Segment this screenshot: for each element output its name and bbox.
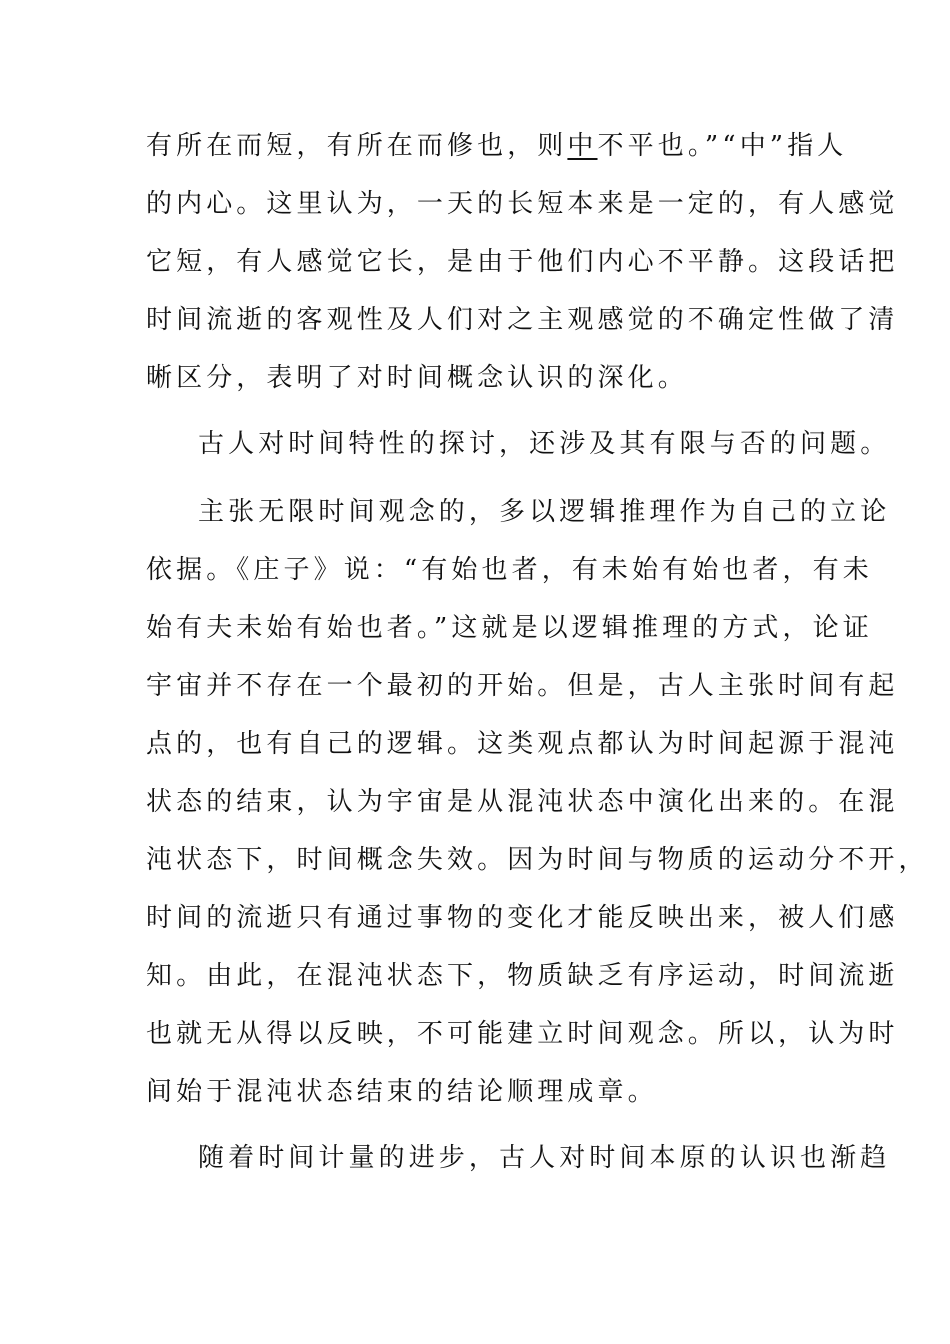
text-line: 时间的流逝只有通过事物的变化才能反映出来，被人们感 [146,903,899,933]
text-line: 间始于混沌状态结束的结论顺理成章。 [146,1077,658,1107]
text-line: 知。由此，在混沌状态下，物质缺乏有序运动，时间流逝 [146,961,899,991]
text-line: 主张无限时间观念的，多以逻辑推理作为自己的立论 [198,497,891,527]
text-span: 有所在而短，有所在而修也，则 [146,131,568,161]
text-line: 随着时间计量的进步，古人对时间本原的认识也渐趋 [198,1143,891,1173]
text-line: 宇宙并不存在一个最初的开始。但是，古人主张时间有起 [146,671,899,701]
text-line: 沌状态下，时间概念失效。因为时间与物质的运动分不开， [146,845,929,875]
text-line [146,130,847,162]
underlined-text: 中 [567,131,598,161]
text-line: 的内心。这里认为，一天的长短本来是一定的，有人感觉 [146,189,899,219]
text-line: 始有夫未始有始也者。”这就是以逻辑推理的方式，论证 [146,613,873,643]
text-span: 不平也。”“中”指人 [597,131,848,161]
text-line: 它短，有人感觉它长，是由于他们内心不平静。这段话把 [146,247,899,277]
text-line: 时间流逝的客观性及人们对之主观感觉的不确定性做了清 [146,305,899,335]
text-line: 依据。《庄子》说：“有始也者，有未始有始也者，有未 [146,555,873,585]
text-line: 也就无从得以反映，不可能建立时间观念。所以，认为时 [146,1019,899,1049]
text-line: 状态的结束，认为宇宙是从混沌状态中演化出来的。在混 [146,787,899,817]
text-line: 点的，也有自己的逻辑。这类观点都认为时间起源于混沌 [146,729,899,759]
text-line: 晰区分，表明了对时间概念认识的深化。 [146,363,688,393]
text-line: 古人对时间特性的探讨，还涉及其有限与否的问题。 [198,429,891,459]
